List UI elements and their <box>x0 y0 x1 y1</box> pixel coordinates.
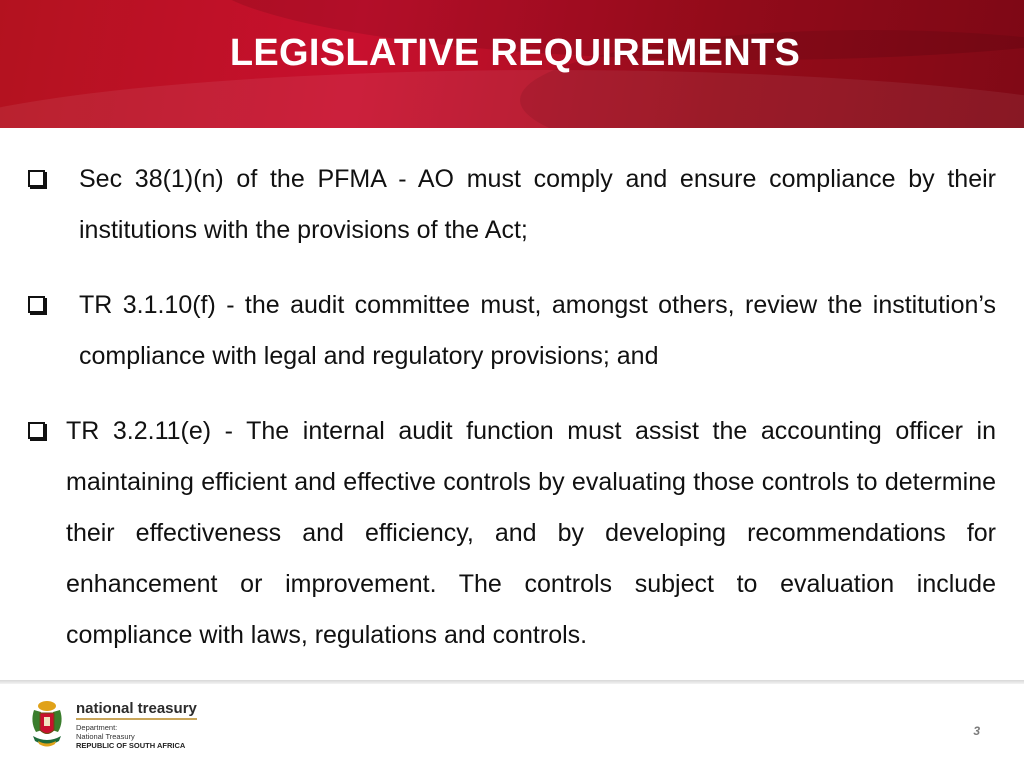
logo-text-block <box>76 700 197 750</box>
page-number: 3 <box>973 724 980 738</box>
logo-country: REPUBLIC OF SOUTH AFRICA <box>76 741 186 750</box>
logo-department-name: National Treasury <box>76 732 135 741</box>
bullet-item <box>28 154 996 256</box>
logo-name: national treasury <box>76 700 197 720</box>
bullet-item <box>28 406 996 661</box>
slide-title: LEGISLATIVE REQUIREMENTS <box>229 32 801 74</box>
coat-of-arms-icon <box>28 700 66 750</box>
bullet-text: TR 3.2.11(e) - The internal audit function must assist the accounting officer in maintaining efficient and effective controls by evaluating those controls to determine their effectiveness and efficiency, and by developing recommendations for enhancement or improvement. The controls subject to evaluation include compliance with laws, regulations and controls. <box>66 417 996 649</box>
national-treasury-logo <box>28 700 197 750</box>
checkbox-bullet-icon <box>28 422 45 439</box>
footer-divider <box>0 680 1024 684</box>
bullet-text: Sec 38(1)(n) of the PFMA - AO must comply and ensure compliance by their institutions with the provisions of the Act; <box>79 165 996 244</box>
slide-body <box>28 154 996 685</box>
bullet-item <box>28 280 996 382</box>
checkbox-bullet-icon <box>28 296 45 313</box>
logo-department-label: Department: <box>76 723 118 732</box>
slide-header <box>0 0 1024 128</box>
bullet-text: TR 3.1.10(f) - the audit committee must, amongst others, review the institution’s compliance with legal and regulatory provisions; and <box>79 291 996 370</box>
checkbox-bullet-icon <box>28 170 45 187</box>
